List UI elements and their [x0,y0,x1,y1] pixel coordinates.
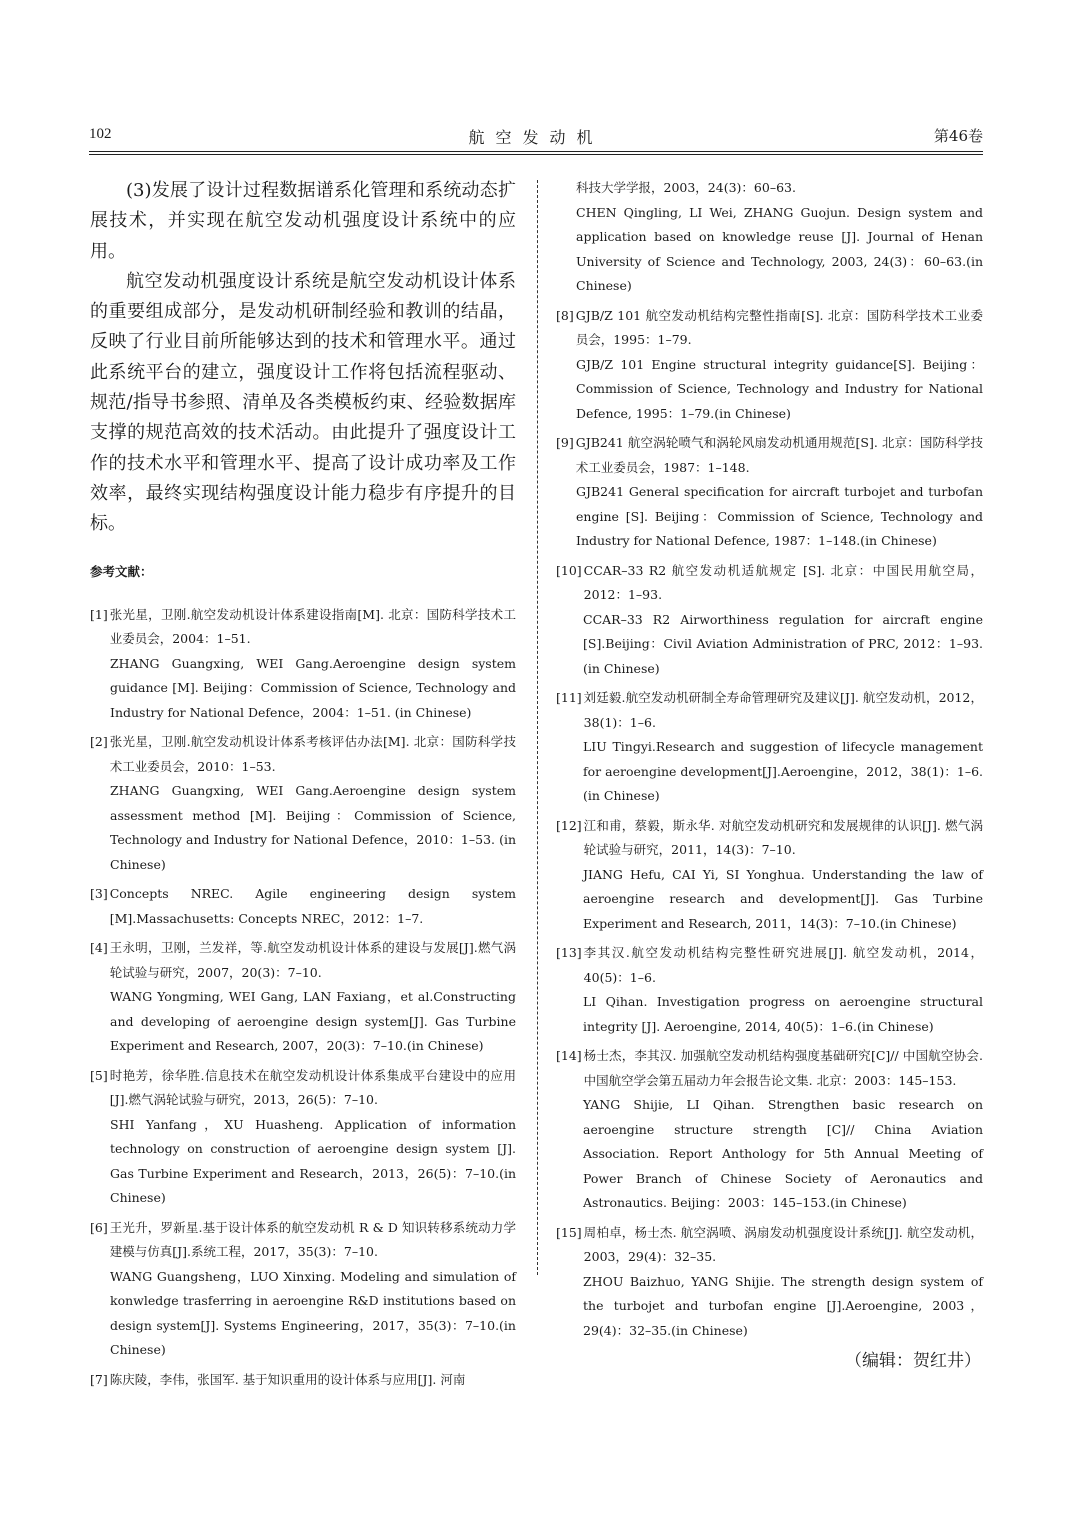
header-rule [89,154,983,155]
reference-cn: 科技大学学报，2003，24(3)：60–63. [576,180,796,195]
reference-cn: 陈庆陵，李伟，张国军. 基于知识重用的设计体系与应用[J]. 河南 [109,1371,466,1387]
reference-number: [13] [556,945,582,960]
reference-en: CHEN Qingling, LI Wei, ZHANG Guojun. Design system and application based on knowledge reuse [J]. Journal of Henan University of Science and Technology, 2003, 24(3)：60–63.(in Chinese) [576,204,983,293]
reference-en: JIANG Hefu, CAI Yi, SI Yonghua. Understanding the law of aeroengine research and development[J]. Gas Turbine Experiment and Research, 2011，14(3)：7–10.(in Chinese) [583,866,983,931]
reference-item [90,603,516,726]
reference-en: WANG Yongming, WEI Gang, LAN Faxiang，et al.Constructing and developing of aeroengine design system[J]. Gas Turbine Experiment and Research, 2007，20(3)：7–10.(in Chinese) [110,989,516,1054]
body-paragraph: (3)发展了设计过程数据谱系化管理和系统动态扩展技术，并实现在航空发动机强度设计系统中的应用。 [90,180,516,262]
reference-en: YANG Shijie, LI Qihan. Strengthen basic research on aeroengine structure strength [C]// China Aviation Association. Report Anthology for 5th Annual Meeting of Power Branch of Chinese Society of Aeronautics and Astronautics. Beijing：2003：145–153.(in Chinese) [583,1097,983,1210]
body-paragraph: 航空发动机强度设计系统是航空发动机设计体系的重要组成部分，是发动机研制经验和教训的结晶，反映了行业目前所能够达到的技术和管理水平。通过此系统平台的建立，强度设计工作将包括流程驱动、规范/指导书参照、清单及各类模板约束、经验数据库支撑的规范高效的技术活动。由此提升了强度设计工作的技术水平和管理水平、提高了设计成功率及工作效率，最终实现结构强度设计能力稳步有序提升的目标。 [90,270,516,535]
references-heading: 参考文献： [90,563,153,579]
page-number: 102 [89,126,112,142]
reference-cn: 张光星，卫刚.航空发动机设计体系建设指南[M]. 北京：国防科学技术工业委员会，2004：1–51. [109,606,516,647]
left-column [90,176,516,1397]
reference-number: [6] [90,1219,108,1235]
reference-number: [15] [556,1224,582,1240]
reference-en: LI Qihan. Investigation progress on aeroengine structural integrity [J]. Aeroengine, 2014, 40(5)：1–6.(in Chinese) [583,994,983,1034]
reference-item [556,431,983,554]
reference-item [556,814,983,937]
reference-cn: 张光星，卫刚.航空发动机设计体系考核评估办法[M]. 北京：国防科学技术工业委员会，2010：1–53. [109,734,516,774]
reference-item [556,686,983,809]
reference-number: [12] [556,817,582,833]
reference-number: [1] [90,606,108,622]
journal-title: 航空发动机 [468,128,604,147]
reference-item [90,1064,516,1211]
reference-number: [8] [556,307,574,323]
reference-cn: Concepts NREC. Agile engineering design system [M].Massachusetts: Concepts NREC，2012：1–7. [109,886,516,926]
reference-number: [3] [90,886,108,902]
running-header [89,124,983,150]
right-column [556,176,983,1374]
reference-en: SHI Yanfang，XU Huasheng. Application of information technology on construction of aeroengine design system [J]. Gas Turbine Experiment and Research，2013，26(5)：7–10.(in Chinese) [110,1116,516,1206]
reference-cn: 时艳芳，徐华胜.信息技术在航空发动机设计体系集成平台建设中的应用[J].燃气涡轮试验与研究，2013，26(5)：7–10. [109,1067,516,1108]
reference-en: ZHOU Baizhuo, YANG Shijie. The strength design system of the turbojet and turbofan engine [J].Aeroengine, 2003，29(4)：32–35.(in Chinese) [583,1273,983,1338]
reference-en: GJB/Z 101 Engine structural integrity guidance[S]. Beijing：Commission of Science, Technology and Industry for National Defence, 1995：1–79.(in Chinese) [576,356,983,421]
reference-number: [2] [90,734,108,750]
reference-cn: 王光升，罗新星.基于设计体系的航空发动机 R & D 知识转移系统动力学建模与仿真[J].系统工程，2017，35(3)：7–10. [109,1219,516,1260]
reference-cn: 江和甫，蔡毅，斯永华. 对航空发动机研究和发展规律的认识[J]. 燃气涡轮试验与研究，2011，14(3)：7–10. [583,817,983,857]
reference-cn: 王永明，卫刚，兰发祥，等.航空发动机设计体系的建设与发展[J].燃气涡轮试验与研究，2007，20(3)：7–10. [109,940,516,980]
column-divider [537,180,538,1275]
header-rule [89,151,983,152]
reference-item [90,882,516,931]
reference-number: [14] [556,1048,582,1063]
reference-item [90,1368,516,1393]
reference-number: [10] [556,562,582,578]
reference-en: WANG Guangsheng，LUO Xinxing. Modeling and simulation of konwledge trasferring in aeroengine R&D institutions based on design system[J]. Systems Engineering，2017，35(3)：7–10.(in Chinese) [110,1268,516,1358]
reference-item [556,1044,983,1216]
reference-item-continued [556,176,983,299]
reference-cn: GJB241 航空涡轮喷气和涡轮风扇发动机通用规范[S]. 北京：国防科学技术工业委员会，1987：1–148. [575,435,983,475]
reference-en: GJB241 General specification for aircraft turbojet and turbofan engine [S]. Beijing：Commission of Science, Technology and Industry for National Defence, 1987：1–148.(in Chinese) [576,484,983,548]
reference-cn: 周柏卓，杨士杰. 航空涡喷、涡扇发动机强度设计系统[J]. 航空发动机，2003，29(4)：32–35. [583,1224,983,1264]
reference-item [556,1221,983,1344]
volume-label: 第46卷 [933,127,983,145]
reference-en: ZHANG Guangxing, WEI Gang.Aeroengine design system guidance [M]. Beijing：Commission of Science, Technology and Industry for National Defence，2004：1–51. (in Chinese) [110,655,516,720]
reference-number: [5] [90,1067,108,1083]
reference-cn: 杨士杰，李其汉. 加强航空发动机结构强度基础研究[C]// 中国航空协会. 中国航空学会第五届动力年会报告论文集. 北京：2003：145–153. [583,1048,983,1088]
reference-cn: CCAR–33 R2 航空发动机适航规定 [S]. 北京：中国民用航空局，2012：1–93. [583,562,983,602]
reference-number: [11] [556,690,582,705]
reference-item [556,941,983,1039]
reference-en: CCAR–33 R2 Airworthiness regulation for aircraft engine [S].Beijing：Civil Aviation Administration of PRC, 2012：1–93.(in Chinese) [583,611,983,676]
reference-cn: GJB/Z 101 航空发动机结构完整性指南[S]. 北京：国防科学技术工业委员会，1995：1–79. [575,307,983,347]
editor-note: （编辑：贺红井） [845,1351,981,1371]
reference-item [90,936,516,1059]
reference-item [90,730,516,877]
reference-item [556,559,983,682]
reference-en: LIU Tingyi.Research and suggestion of lifecycle management for aeroengine development[J].Aeroengine，2012，38(1)：1–6.(in Chinese) [583,739,983,803]
reference-item [90,1216,516,1363]
reference-item [556,304,983,427]
reference-cn: 李其汉.航空发动机结构完整性研究进展[J]. 航空发动机，2014，40(5)：1–6. [583,945,983,985]
reference-cn: 刘廷毅.航空发动机研制全寿命管理研究及建议[J]. 航空发动机，2012，38(1)：1–6. [583,690,983,730]
reference-number: [7] [90,1371,108,1387]
reference-en: ZHANG Guangxing, WEI Gang.Aeroengine design system assessment method [M]. Beijing：Commission of Science, Technology and Industry for National Defence，2010：1–53. (in Chinese) [110,783,516,872]
reference-number: [9] [556,435,574,450]
reference-number: [4] [90,940,108,956]
reference-list [90,603,516,1393]
